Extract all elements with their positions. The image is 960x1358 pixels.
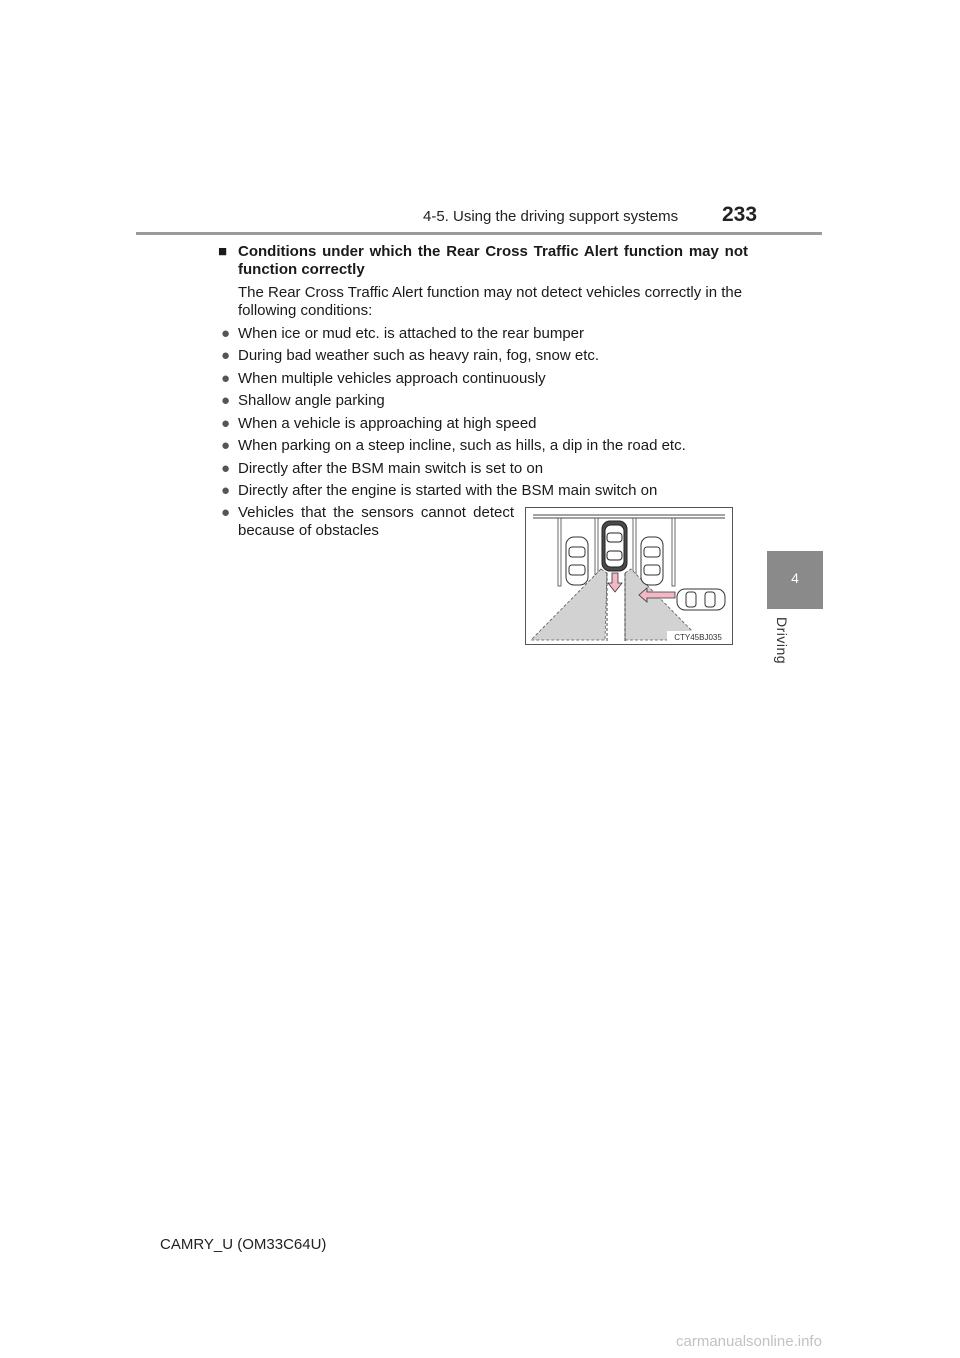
section-intro: The Rear Cross Traffic Alert function may not detect vehicles correctly in the following conditions: [238,284,743,319]
parked-car-left [566,537,588,585]
list-item [218,482,748,500]
own-vehicle [602,521,627,571]
page-header-title: 4-5. Using the driving support systems [423,208,679,225]
condition-list [218,325,748,501]
footer-doc-id: CAMRY_U (OM33C64U) [160,1236,327,1253]
list-item [218,415,748,433]
list-item-text: Shallow angle parking [238,392,385,409]
circle-bullet-icon: ● [221,437,231,454]
chapter-tab-label: Driving [774,617,790,665]
list-item-text: When a vehicle is approaching at high speed [238,414,537,432]
list-item-text: When parking on a steep incline, such as hills, a dip in the road etc. [238,437,686,454]
list-item-text: During bad weather such as heavy rain, fog, snow etc. [238,347,600,364]
obstacle-bullet [218,504,514,540]
list-item [218,437,748,455]
figure-code: CTY45BJ035 [674,633,722,642]
page-number: 233 [722,203,758,226]
chapter-tab-number: 4 [791,570,799,586]
circle-bullet-icon: ● [221,392,231,409]
watermark: carmanualsonline.info [676,1333,822,1350]
circle-bullet-icon: ● [221,414,231,432]
list-item [218,347,748,365]
chapter-tab[interactable] [767,551,823,609]
list-item-text: When multiple vehicles approach continuously [238,369,546,387]
parking-lot-illustration [525,507,733,645]
square-bullet-icon: ■ [218,243,228,260]
list-item-text: Directly after the BSM main switch is set to on [238,459,544,477]
parked-car-right [641,537,663,585]
list-item [218,325,748,343]
circle-bullet-icon: ● [221,369,231,387]
section-content [218,243,748,500]
list-item-text: Directly after the engine is started with the BSM main switch on [238,482,658,499]
header-rule [136,232,822,235]
list-item [218,392,748,410]
approaching-car [677,589,725,610]
circle-bullet-icon: ● [221,459,231,477]
circle-bullet-icon: ● [221,347,231,364]
section-heading [218,243,748,279]
section-heading-text: Conditions under which the Rear Cross Traffic Alert function may not function correctly [238,243,748,278]
list-item [218,460,748,478]
circle-bullet-icon: ● [221,482,231,499]
list-item-text: When ice or mud etc. is attached to the rear bumper [238,324,585,342]
circle-bullet-icon: ● [221,504,231,521]
list-item [218,370,748,388]
circle-bullet-icon: ● [221,324,231,342]
list-item-text: Vehicles that the sensors cannot detect because of obstacles [238,504,514,539]
